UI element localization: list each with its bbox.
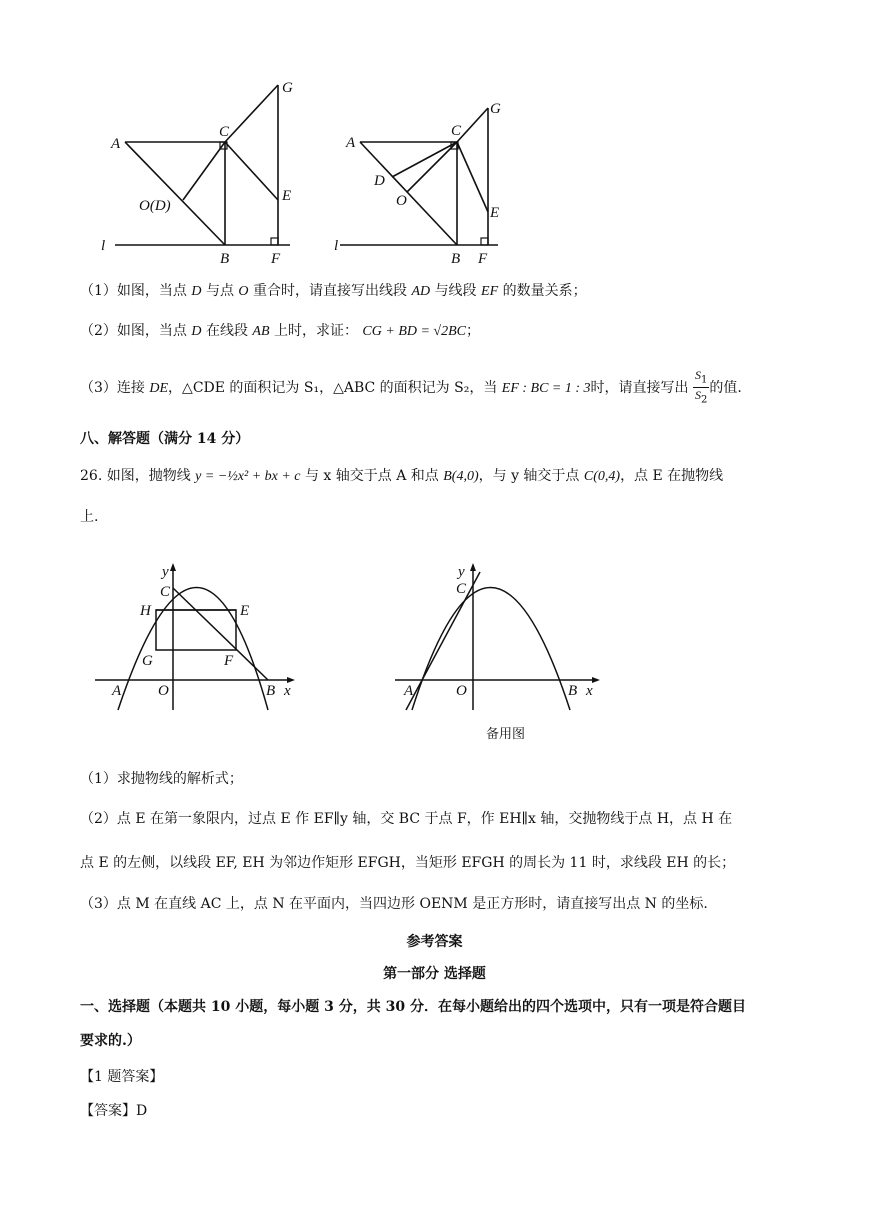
label-E: E bbox=[282, 188, 292, 204]
q26-part2-line1: （2）点 E 在第一象限内，过点 E 作 EF∥y 轴，交 BC 于点 F，作 EH∥x 轴，交抛物线于点 H，点 H 在 bbox=[80, 811, 733, 827]
label-B: B bbox=[568, 683, 578, 699]
label-E: E bbox=[240, 603, 250, 619]
figure-caption: 备用图 bbox=[486, 726, 526, 741]
label-A: A bbox=[346, 135, 356, 151]
section-8-heading: 八、解答题（满分 14 分） bbox=[80, 431, 250, 447]
label-l: l bbox=[334, 238, 339, 254]
answers-title: 参考答案 bbox=[406, 934, 463, 950]
q26-part2-line2: 点 E 的左侧，以线段 EF, EH 为邻边作矩形 EFGH，当矩形 EFGH 的周长为 11 时，求线段 EH 的长； bbox=[80, 855, 736, 871]
part1-heading: 第一部分 选择题 bbox=[383, 966, 486, 982]
label-y: y bbox=[458, 564, 465, 580]
label-O: O bbox=[158, 683, 169, 699]
label-y: y bbox=[162, 564, 169, 580]
choice-section-intro-line2: 要求的.） bbox=[80, 1033, 141, 1049]
geometry-figure-right bbox=[330, 95, 520, 265]
q25-part2: （2）如图，当点 D 在线段 AB 上时，求证： CG + BD = √2BC； bbox=[80, 323, 480, 339]
label-H: H bbox=[140, 603, 151, 619]
parabola-figure-left bbox=[90, 560, 310, 720]
label-A: A bbox=[112, 683, 122, 699]
label-C: C bbox=[160, 584, 171, 600]
label-F: F bbox=[271, 251, 281, 265]
label-l: l bbox=[101, 238, 106, 254]
label-F: F bbox=[224, 653, 234, 669]
label-F: F bbox=[478, 251, 488, 265]
label-C: C bbox=[219, 124, 230, 140]
label-A: A bbox=[404, 683, 414, 699]
label-B: B bbox=[451, 251, 461, 265]
q26-part3: （3）点 M 在直线 AC 上，点 N 在平面内，当四边形 OENM 是正方形时，请直接写出点 N 的坐标. bbox=[80, 896, 708, 912]
q26-intro-line1: 26. 如图，抛物线 y = −½x² + bx + c 与 x 轴交于点 A 和点 B(4,0)，与 y 轴交于点 C(0,4)，点 E 在抛物线 bbox=[80, 468, 724, 484]
q26-part1: （1）求抛物线的解析式； bbox=[80, 771, 243, 787]
label-G: G bbox=[490, 101, 501, 117]
fraction-s1-s2: $\frac{S_1}{S_2}$ bbox=[695, 368, 708, 406]
label-x: x bbox=[284, 683, 291, 699]
q1-answer: 【答案】D bbox=[80, 1103, 148, 1119]
formula-parabola: y = −½x² + bx + c bbox=[195, 469, 301, 484]
label-B: B bbox=[266, 683, 276, 699]
label-O: O bbox=[456, 683, 467, 699]
q1-answer-label: 【1 题答案】 bbox=[80, 1069, 164, 1085]
choice-section-intro-line1: 一、选择题（本题共 10 小题，每小题 3 分，共 30 分．在每小题给出的四个选项中，只有一项是符合题目 bbox=[80, 999, 746, 1015]
label-O-D: O(D) bbox=[139, 198, 171, 214]
label-A: A bbox=[111, 136, 121, 152]
label-B: B bbox=[220, 251, 230, 265]
geometry-figure-left bbox=[95, 70, 325, 265]
label-D: D bbox=[374, 173, 385, 189]
parabola-figure-right bbox=[390, 560, 620, 745]
label-C: C bbox=[456, 581, 467, 597]
label-E: E bbox=[490, 205, 500, 221]
label-G: G bbox=[142, 653, 153, 669]
label-C: C bbox=[451, 123, 462, 139]
label-O: O bbox=[396, 193, 407, 209]
q25-part3: （3）连接 DE，△CDE 的面积记为 S₁，△ABC 的面积记为 S₂，当 EF : BC = 1 : 3时，请直接写出 $\frac{S_1}{S_2}$ 的值. bbox=[80, 368, 742, 406]
q25-part1: （1）如图，当点 D 与点 O 重合时，请直接写出线段 AD 与线段 EF 的数量关系； bbox=[80, 283, 587, 299]
label-x: x bbox=[586, 683, 593, 699]
q26-intro-line2: 上. bbox=[80, 509, 99, 525]
label-G: G bbox=[282, 80, 293, 96]
formula-cg-bd: CG + BD = √2BC bbox=[362, 324, 466, 339]
